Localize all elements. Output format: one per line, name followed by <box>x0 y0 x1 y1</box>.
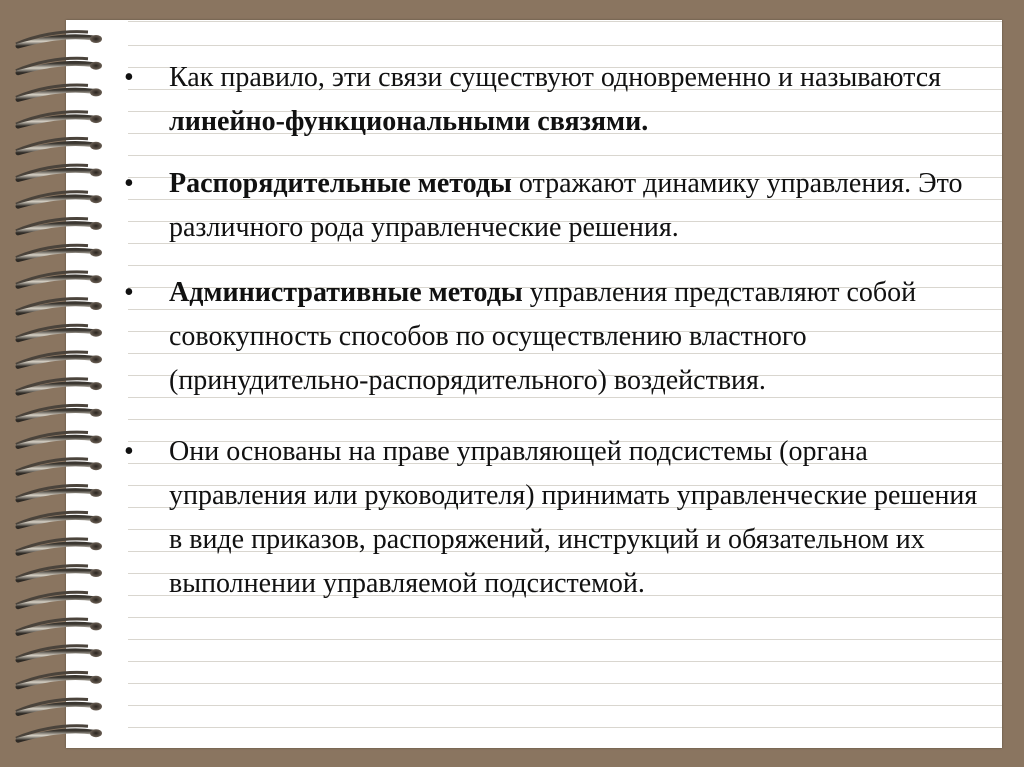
bullet-bold-text: линейно-функциональными связями. <box>169 106 649 137</box>
bullet-text: Они основаны на праве управляющей подсистемы (органа управления или руководителя) принимать управленческие решения в виде приказов, распоряжений, инструкций и обязательном их выполнении управляемой подсистемой. <box>169 436 978 599</box>
bullet-item <box>124 271 994 403</box>
bullet-text: отражают динамику управления. Это различного рода управленческие решения. <box>169 168 963 243</box>
bullet-item <box>124 162 994 250</box>
bullet-bold-text: Административные методы <box>169 277 523 308</box>
bullet-list <box>124 56 994 606</box>
bullet-text: Как правило, эти связи существуют одновременно и называются <box>169 62 941 93</box>
bullet-marker: • <box>124 277 134 308</box>
notebook-margin <box>66 20 128 748</box>
bullet-marker: • <box>124 168 134 199</box>
bullet-marker: • <box>124 62 134 93</box>
bullet-marker: • <box>124 436 134 467</box>
bullet-item <box>124 56 994 144</box>
bullet-text: управления представляют собой совокупность способов по осуществлению властного (принудительно-распорядительного) воздействия. <box>169 277 917 396</box>
bullet-item <box>124 430 994 606</box>
bullet-bold-text: Распорядительные методы <box>169 168 512 199</box>
